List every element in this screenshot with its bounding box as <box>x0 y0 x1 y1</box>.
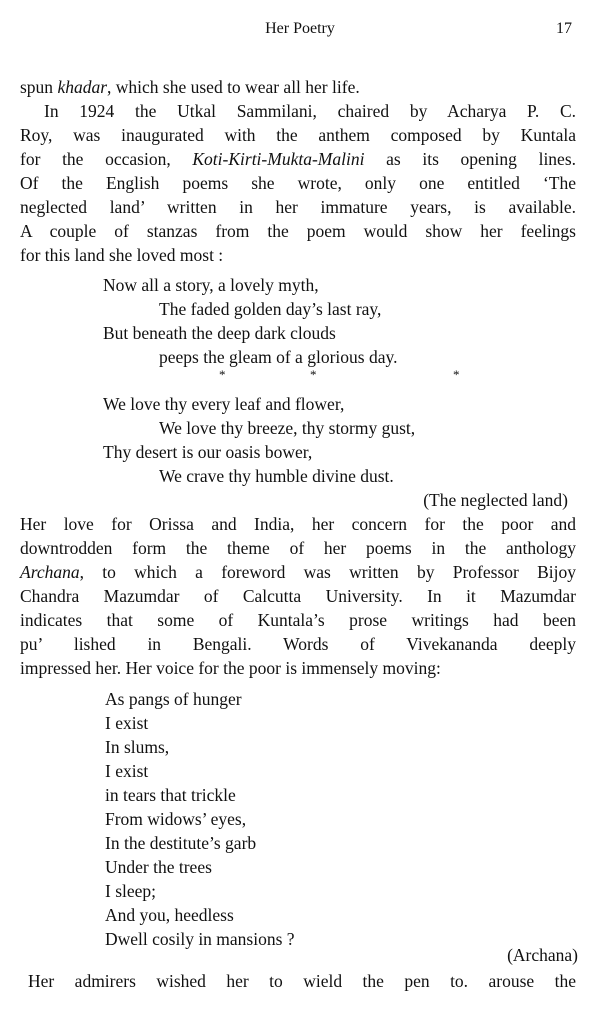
separator-asterisk: * <box>310 367 317 382</box>
verse-line: We love thy every leaf and flower, <box>103 394 345 414</box>
text-line: impressed her. Her voice for the poor is immensely moving: <box>20 658 441 678</box>
running-header: Her Poetry <box>265 20 335 37</box>
text-line: Her love for Orissa and India, her concern for the poor and <box>20 514 576 534</box>
verse-line: And you, heedless <box>105 905 234 925</box>
verse-line: I exist <box>105 761 149 781</box>
verse-line: I exist <box>105 713 149 733</box>
verse-line: Now all a story, a lovely myth, <box>103 275 319 295</box>
poem-attribution: (The neglected land) <box>423 490 568 510</box>
verse-line: In slums, <box>105 737 170 757</box>
text-line: Of the English poems she wrote, only one entitled ‘The <box>20 173 576 193</box>
verse-line: From widows’ eyes, <box>105 809 247 829</box>
text-line: pu’ lished in Bengali. Words of Vivekananda deeply <box>20 634 576 654</box>
text-line: A couple of stanzas from the poem would show her feelings <box>20 221 576 241</box>
text-line: Chandra Mazumdar of Calcutta University. In it Mazumdar <box>20 586 576 606</box>
text-line: downtrodden form the theme of her poems in the anthology <box>20 538 576 558</box>
verse-line: We love thy breeze, thy stormy gust, <box>159 418 416 438</box>
text-line: Her admirers wished her to wield the pen to. arouse the <box>28 971 576 991</box>
verse-line: Thy desert is our oasis bower, <box>103 442 313 462</box>
verse-line: in tears that trickle <box>105 785 236 805</box>
verse-line: The faded golden day’s last ray, <box>159 299 382 319</box>
poem-attribution: (Archana) <box>507 945 578 965</box>
stanza-separator <box>0 368 600 382</box>
verse-line: Dwell cosily in mansions ? <box>105 929 295 949</box>
verse-line: In the destitute’s garb <box>105 833 257 853</box>
text-line: for this land she loved most : <box>20 245 224 265</box>
separator-asterisk: * <box>453 367 460 382</box>
verse-line: We crave thy humble divine dust. <box>159 466 394 486</box>
verse-line: But beneath the deep dark clouds <box>103 323 336 343</box>
verse-line: peeps the gleam of a glorious day. <box>159 347 398 367</box>
separator-asterisk: * <box>219 367 226 382</box>
verse-line: Under the trees <box>105 857 212 877</box>
verse-line: As pangs of hunger <box>105 689 242 709</box>
text-line: In 1924 the Utkal Sammilani, chaired by Acharya P. C. <box>44 101 576 121</box>
text-line: for the occasion, Koti-Kirti-Mukta-Malini as its opening lines. <box>20 149 577 169</box>
text-line: Archana, to which a foreword was written by Professor Bijoy <box>20 562 576 582</box>
page-number: 17 <box>556 20 572 37</box>
text-line: indicates that some of Kuntala’s prose writings had been <box>20 610 576 630</box>
text-line: Roy, was inaugurated with the anthem composed by Kuntala <box>20 125 576 145</box>
verse-line: I sleep; <box>105 881 157 901</box>
text-line: neglected land’ written in her immature years, is available. <box>20 197 576 217</box>
text-line: spun khadar, which she used to wear all her life. <box>20 77 360 97</box>
